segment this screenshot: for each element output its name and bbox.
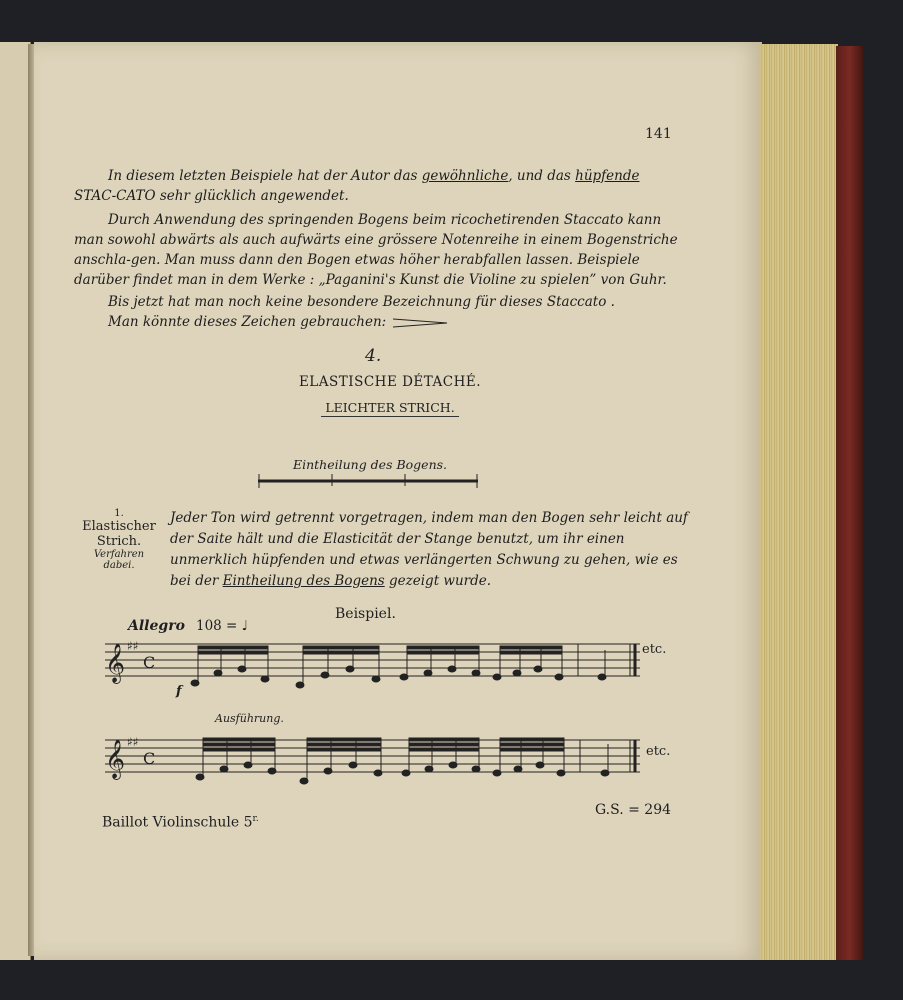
metronome-marking: 108 = ♩ xyxy=(196,618,249,634)
margin-note-line3: Verfahren xyxy=(93,549,145,560)
treble-clef-icon-2: 𝄞 xyxy=(105,739,126,779)
intro-paragraph-1 xyxy=(74,166,684,206)
intro-paragraph-4 xyxy=(74,312,684,332)
intro-p1-e: STAC-CATO sehr glücklich angewendet. xyxy=(74,188,349,204)
section-title: ELASTISCHE DÉTACHÉ. xyxy=(298,374,482,390)
footer-publisher-sup: r. xyxy=(252,814,259,824)
etc-label-2: etc. xyxy=(646,744,671,759)
intro-p1-d: hüpfende xyxy=(575,168,640,184)
body-text-b: Eintheilung des Bogens xyxy=(222,573,385,589)
time-signature-icon-2: C xyxy=(143,749,156,768)
key-signature-icon: ♯♯ xyxy=(127,639,139,653)
footer-publisher-text: Baillot Violinschule 5 xyxy=(102,814,253,831)
margin-note-line4: dabei. xyxy=(103,560,135,571)
intro-text xyxy=(74,166,684,332)
time-signature-icon: C xyxy=(143,653,156,672)
margin-note-line2: Strich. xyxy=(96,534,142,549)
bow-division-bar xyxy=(258,474,482,488)
body-text-a: Jeder Ton wird getrennt vorgetragen, indem man den Bogen sehr leicht auf der Saite hält und die Elasticität der Stange benutzt, um ihr einen unmerklich hüpfenden und etwas verlängerten Schwung zu gehen, wie es bei der xyxy=(170,510,688,589)
section-number: 4. xyxy=(365,346,382,366)
body-paragraph xyxy=(170,508,690,592)
dynamic-marking: f xyxy=(176,684,182,699)
intro-p1-b: gewöhnliche xyxy=(421,168,509,184)
tempo-marking: Allegro xyxy=(128,618,185,634)
section-subtitle xyxy=(240,400,540,415)
intro-p4-text: Man könnte dieses Zeichen gebrauchen: xyxy=(108,314,387,330)
intro-p1-a: In diesem letzten Beispiele hat der Autor das xyxy=(108,168,422,184)
division-label: Eintheilung des Bogens. xyxy=(292,457,448,472)
footer-plate-number: G.S. = 294 xyxy=(595,802,672,818)
execution-label: Ausführung. xyxy=(215,712,284,725)
book-cover xyxy=(836,46,864,960)
example-label: Beispiel. xyxy=(335,606,396,622)
margin-note xyxy=(74,508,164,571)
music-staff-execution xyxy=(100,724,645,794)
intro-paragraph-2: Durch Anwendung des springenden Bogens beim ricochetirenden Staccato kann man sowohl abwärts als auch aufwärts eine grössere Notenreihe in einem Bogenstriche anschla-gen. Man muss dann den Bogen etwas höher herabfallen lassen. Beispiele darüber findet man in dem Werke : „Paganini's Kunst die Violine zu spielen” von Guhr. xyxy=(74,212,678,288)
page-number: 141 xyxy=(645,126,672,142)
margin-note-line1: Elastischer xyxy=(82,519,156,534)
body-text-c: gezeigt wurde. xyxy=(384,573,492,589)
footer-publisher xyxy=(102,814,259,831)
margin-note-number: 1. xyxy=(114,508,124,519)
intro-paragraph-3: Bis jetzt hat man noch keine besondere Bezeichnung für dieses Staccato . xyxy=(108,294,615,310)
execution-notes-group xyxy=(196,738,609,784)
etc-label-1: etc. xyxy=(642,642,667,657)
left-page-edge xyxy=(0,42,31,960)
staccato-sign-icon xyxy=(391,317,451,329)
key-signature-icon-2: ♯♯ xyxy=(127,735,139,749)
treble-clef-icon: 𝄞 xyxy=(105,643,126,683)
section-subtitle-text: LEICHTER STRICH. xyxy=(321,400,458,417)
page-edges xyxy=(760,44,838,960)
intro-p1-c: , und das xyxy=(508,168,576,184)
